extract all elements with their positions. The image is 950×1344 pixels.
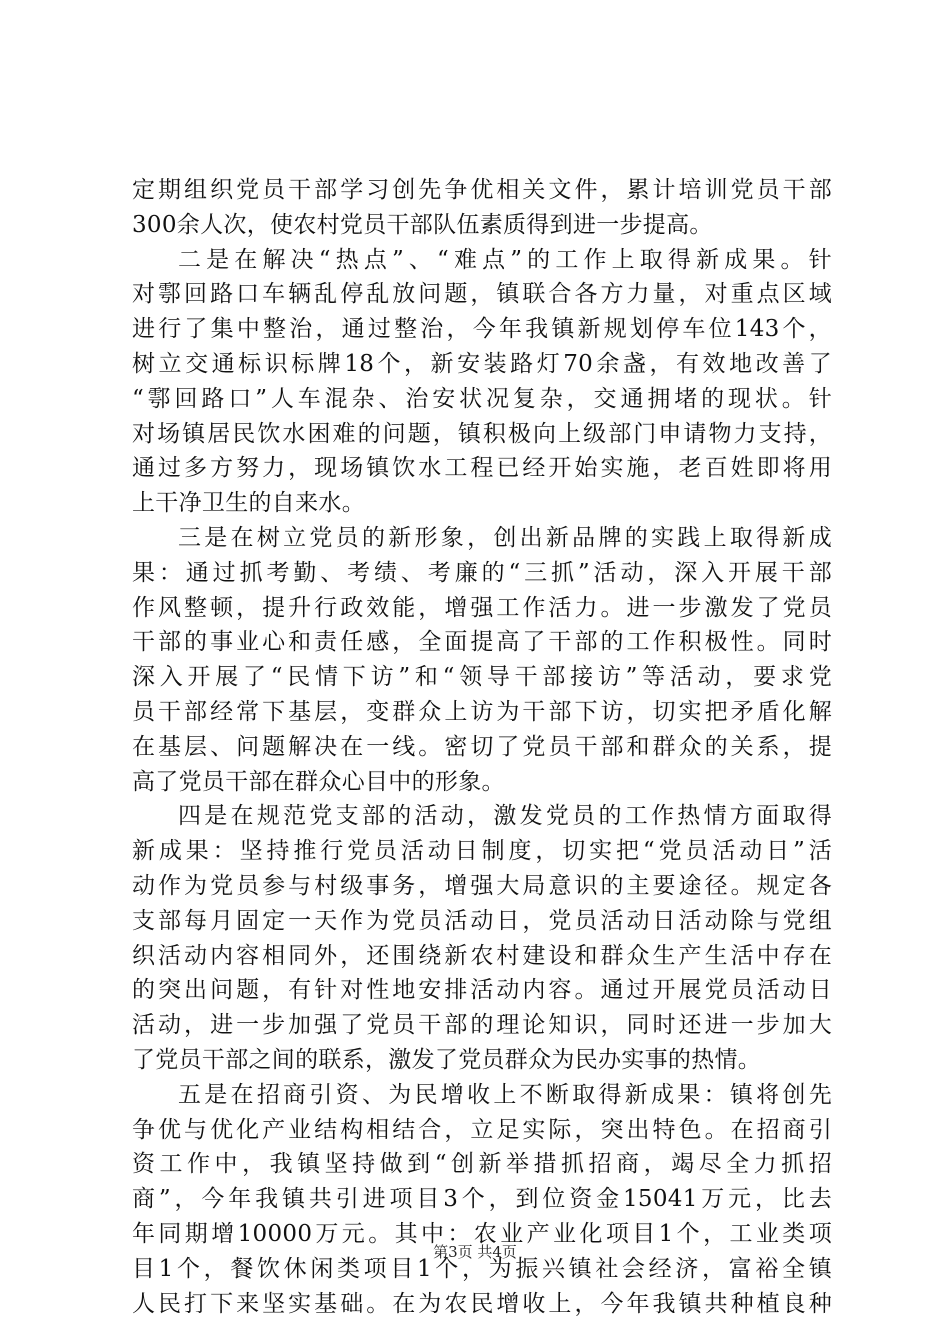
paragraph-start-line: 三是在树立党员的新形象，创出新品牌的实践上取得新成 [178,524,832,551]
text-line: 年同期增10000万元。其中：农业产业化项目1个，工业类项 [132,1220,832,1247]
text-line: 支部每月固定一天作为党员活动日，党员活动日活动除与党组 [132,907,832,934]
text-line: 干部的事业心和责任感，全面提高了干部的工作积极性。同时 [132,629,832,656]
text-line: 在基层、问题解决在一线。密切了党员干部和群众的关系，提 [132,733,832,760]
paragraph-start-line: 四是在规范党支部的活动，激发党员的工作热情方面取得 [178,803,832,830]
text-line: 商”，今年我镇共引进项目3个，到位资金15041万元，比去 [132,1186,832,1213]
text-line: 活动，进一步加强了党员干部的理论知识，同时还进一步加大 [132,1012,832,1039]
text-line: 员干部经常下基层，变群众上访为干部下访，切实把矛盾化解 [132,698,832,725]
text-line: 树立交通标识标牌18个，新安装路灯70余盏，有效地改善了 [132,350,832,377]
text-line: 作风整顿，提升行政效能，增强工作活力。进一步激发了党员 [132,594,832,621]
text-line: 定期组织党员干部学习创先争优相关文件，累计培训党员干部 [132,177,832,203]
text-line: 的突出问题，有针对性地安排活动内容。通过开展党员活动日 [132,977,832,1004]
text-line: 人民打下来坚实基础。在为农民增收上，今年我镇共种植良种 [132,1290,832,1317]
text-line: 资工作中，我镇坚持做到“创新举措抓招商，竭尽全力抓招 [132,1151,832,1178]
text-line: 目1个，餐饮休闲类项目1个，为振兴镇社会经济，富裕全镇 [132,1255,832,1282]
text-line: 上干净卫生的自来水。 [132,490,365,517]
text-line: 动作为党员参与村级事务，增强大局意识的主要途径。规定各 [132,872,832,899]
text-line: 进行了集中整治，通过整治，今年我镇新规划停车位143个， [132,316,832,343]
text-line: 300余人次，使农村党员干部队伍素质得到进一步提高。 [132,211,713,238]
paragraph-start-line: 五是在招商引资、为民增收上不断取得新成果：镇将创先 [178,1081,832,1108]
text-line: 对场镇居民饮水困难的问题，镇积极向上级部门申请物力支持， [132,420,832,447]
text-line: 高了党员干部在群众心目中的形象。 [132,768,505,795]
text-line: 争优与优化产业结构相结合，立足实际，突出特色。在招商引 [132,1116,832,1143]
text-line: 新成果：坚持推行党员活动日制度，切实把“党员活动日”活 [132,838,832,865]
text-line: 通过多方努力，现场镇饮水工程已经开始实施，老百姓即将用 [132,455,832,482]
text-line: 对鄠回路口车辆乱停乱放问题，镇联合各方力量，对重点区域 [132,281,832,308]
text-line: “鄠回路口”人车混杂、治安状况复杂，交通拥堵的现状。针 [132,385,832,412]
text-line: 深入开展了“民情下访”和“领导干部接访”等活动，要求党 [132,664,832,691]
document-body [132,173,832,1321]
text-line: 果：通过抓考勤、考绩、考廉的“三抓”活动，深入开展干部 [132,559,832,586]
page-number-footer: 第3页 共4页 [433,1243,517,1261]
paragraph-start-line: 二是在解决“热点”、“难点”的工作上取得新成果。针 [178,246,832,273]
text-line: 了党员干部之间的联系，激发了党员群众为民办实事的热情。 [132,1046,762,1073]
text-line: 织活动内容相同外，还围绕新农村建设和群众生产生活中存在 [132,942,832,969]
